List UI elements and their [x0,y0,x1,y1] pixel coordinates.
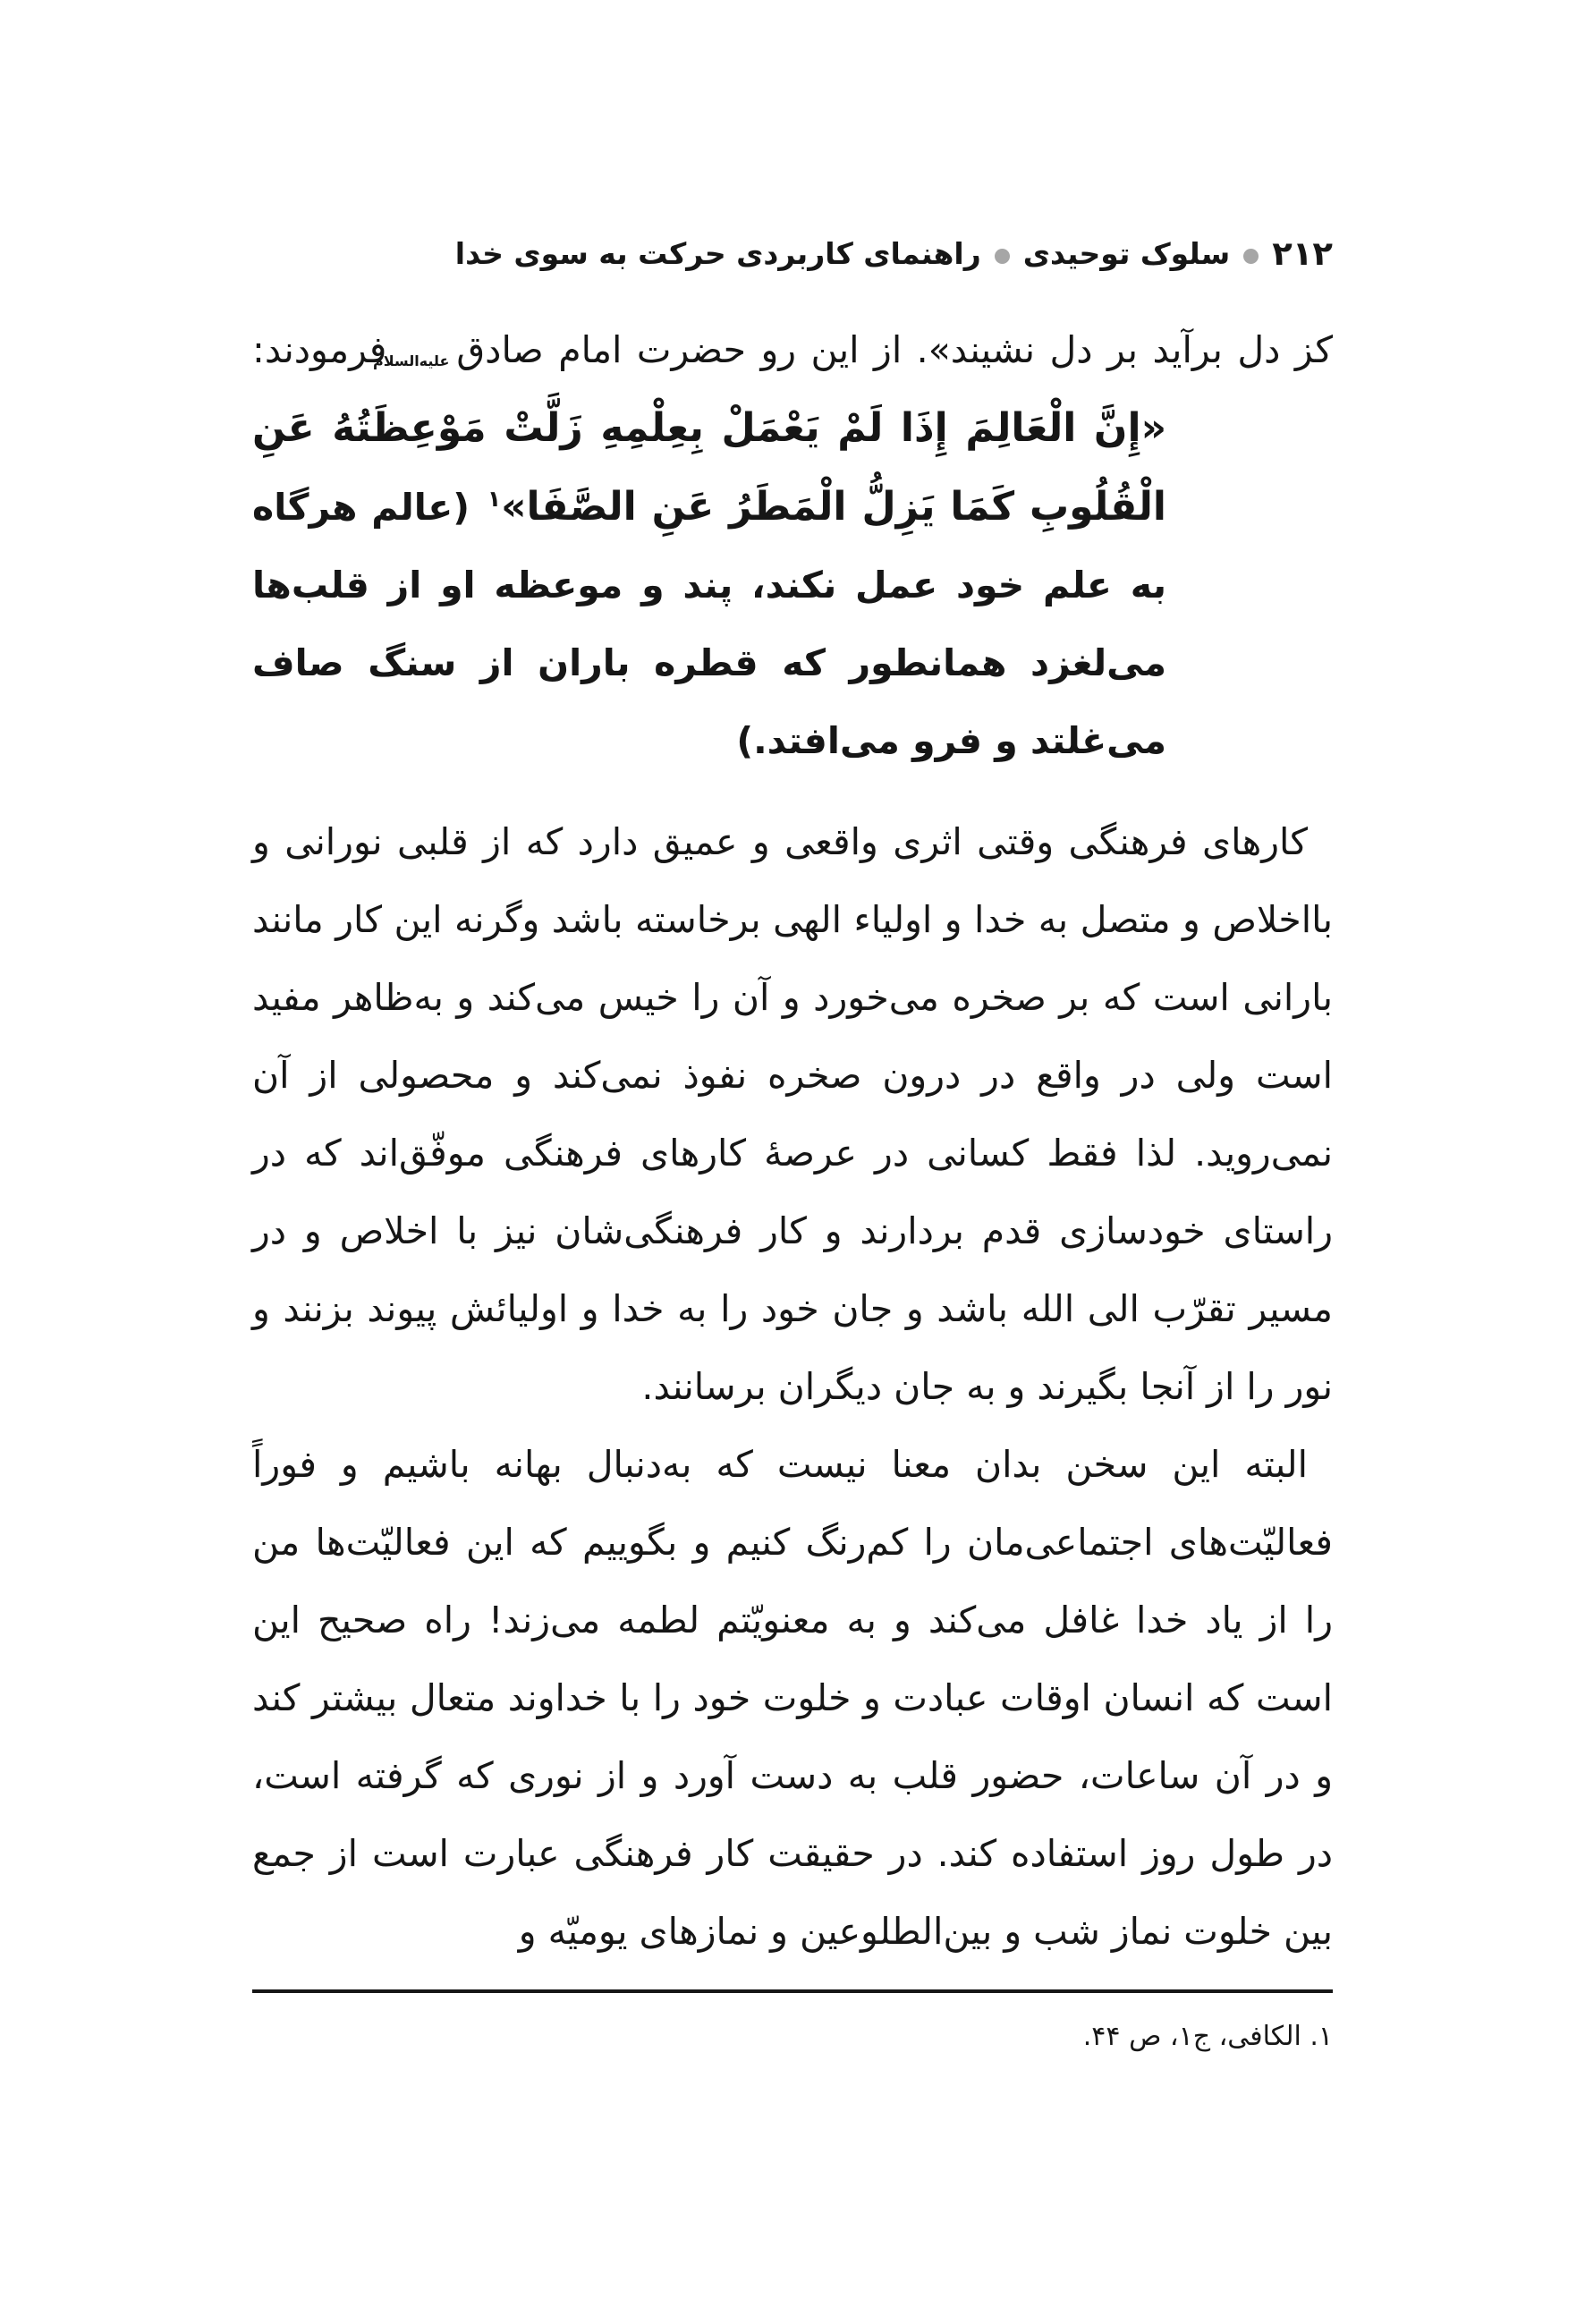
footnote-area [252,1989,1333,2057]
honorific-alayhis-salam-icon: علیه‌السلام [373,352,450,369]
page-body [252,311,1333,1971]
intro-text-after: فرمودند: [252,328,387,371]
body-paragraph: کارهای فرهنگی وقتی اثری واقعی و عمیق دارد که از قلبی نورانی و بااخلاص و متصل به خدا و اولیاء الهی برخاسته باشد وگرنه این کار مانند بارانی است که بر صخره می‌خورد و آن را خیس می‌کند و به‌ظاهر مفید است ولی در واقع در درون صخره نفوذ نمی‌کند و محصولی از آن نمی‌روید. لذا فقط کسانی در عرصهٔ کارهای فرهنگی موفّق‌اند که در راستای خودسازی قدم بردارند و کار فرهنگی‌شان نیز با اخلاص و در مسیر تقرّب الی الله باشد و جان خود را به خدا و اولیائش پیوند بزنند و نور را از آنجا بگیرند و به جان دیگران برسانند. [252,820,1333,1408]
book-subtitle: راهنمای کاربردی حرکت به سوی خدا [454,236,981,271]
hadith-translation: (عالم هرگاه به علم خود عمل نکند، پند و موعظه او از قلب‌ها می‌لغزد همانطور که قطره باران از سنگ صاف می‌غلتد و فرو می‌افتد.) [252,486,1166,762]
separator-dot-icon [995,249,1010,264]
body-paragraph: البته این سخن بدان معنا نیست که به‌دنبال بهانه باشیم و فوراً فعالیّت‌های اجتماعی‌مان را کم‌رنگ کنیم و بگوییم که این فعالیّت‌ها من را از یاد خدا غافل می‌کند و به معنویّتم لطمه می‌زند! راه صحیح این است که انسان اوقات عبادت و خلوت خود را با خداوند متعال بیشتر کند و در آن ساعات، حضور قلب به دست آورد و از نوری که گرفته است، در طول روز استفاده کند. در حقیقت کار فرهنگی عبارت است از جمع بین خلوت نماز شب و بین‌الطلوعین و نمازهای یومیّه و [252,1443,1333,1953]
intro-text-before: کز دل برآید بر دل نشیند». از این رو حضرت امام صادق [456,328,1333,371]
footnote-divider [252,1989,1333,1993]
hadith-blockquote [252,389,1333,780]
footnote-reference: ۱ [487,486,502,513]
intro-line [252,311,1333,389]
page-number: ۲۱۲ [1272,234,1333,273]
text-column [252,0,1333,1971]
separator-dot-icon [1243,249,1259,264]
page-header [252,233,1333,276]
footnote: ۱. الکافی، ج۱، ص ۴۴. [1082,2021,1333,2052]
hadith-arabic-text: «إِنَّ الْعَالِمَ إِذَا لَمْ يَعْمَلْ بِعِلْمِهِ زَلَّتْ مَوْعِظَتُهُ عَنِ الْقُلُوبِ كَمَا يَزِلُّ الْمَطَرُ عَنِ الصَّفَا» [252,405,1166,530]
book-title: سلوک توحیدی [1022,236,1231,271]
